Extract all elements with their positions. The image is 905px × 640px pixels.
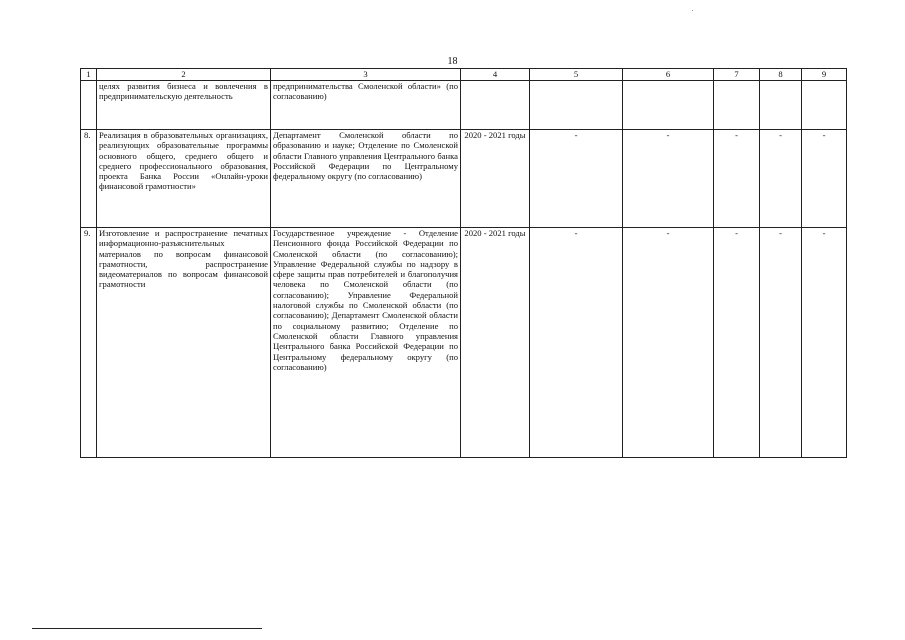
value-cell: - xyxy=(714,228,760,458)
action-plan-table xyxy=(80,68,847,458)
column-number: 9 xyxy=(802,69,847,81)
value-cell: - xyxy=(802,228,847,458)
value-cell: - xyxy=(802,130,847,228)
scan-speck xyxy=(692,10,693,11)
page-number: 18 xyxy=(447,56,458,67)
column-number: 2 xyxy=(97,69,271,81)
row-number: 9. xyxy=(81,228,97,458)
table-row xyxy=(81,81,847,130)
value-cell: - xyxy=(714,130,760,228)
value-cell xyxy=(802,81,847,130)
value-cell xyxy=(530,81,623,130)
value-cell xyxy=(714,81,760,130)
column-number-row xyxy=(81,69,847,81)
value-cell: - xyxy=(760,130,802,228)
executors-cell: Государственное учреждение - Отделение Пенсионного фонда Российской Федерации по Смоленской области (по согласованию); Управление Федеральной службы по надзору в сфере защиты прав потребителей и благополучия человека по Смоленской области (по согласованию); Управление Федеральной налоговой службы по Смоленской области (по согласованию); Департамент Смоленской области по социальному развитию; Отделение по Смоленской области Главного управления Центрального банка Российской Федерации по Центральному федеральному округу (по согласованию) xyxy=(271,228,461,458)
period-cell: 2020 - 2021 годы xyxy=(461,228,530,458)
value-cell: - xyxy=(530,228,623,458)
value-cell: - xyxy=(623,130,714,228)
row-number xyxy=(81,81,97,130)
activity-cell: целях развития бизнеса и вовлечения в предпринимательскую деятельность xyxy=(97,81,271,130)
period-cell: 2020 - 2021 годы xyxy=(461,130,530,228)
column-number: 1 xyxy=(81,69,97,81)
row-number: 8. xyxy=(81,130,97,228)
column-number: 5 xyxy=(530,69,623,81)
column-number: 8 xyxy=(760,69,802,81)
executors-cell: предпринимательства Смоленской области» (по согласованию) xyxy=(271,81,461,130)
column-number: 6 xyxy=(623,69,714,81)
activity-cell: Изготовление и распространение печатных информационно-разъяснительных материалов по вопросам финансовой грамотности, распространение видеоматериалов по вопросам финансовой грамотности xyxy=(97,228,271,458)
value-cell: - xyxy=(530,130,623,228)
activity-cell: Реализация в образовательных организациях, реализующих образовательные программы основного общего, среднего общего и среднего профессионального образования, проекта Банка России «Онлайн-уроки финансовой грамотности» xyxy=(97,130,271,228)
table-row xyxy=(81,130,847,228)
column-number: 3 xyxy=(271,69,461,81)
column-number: 7 xyxy=(714,69,760,81)
table-row xyxy=(81,228,847,458)
executors-cell: Департамент Смоленской области по образованию и науке; Отделение по Смоленской области Главного управления Центрального банка Российской Федерации по Центральному федеральному округу (по согласованию) xyxy=(271,130,461,228)
value-cell: - xyxy=(760,228,802,458)
column-number: 4 xyxy=(461,69,530,81)
value-cell xyxy=(623,81,714,130)
footnote-divider xyxy=(32,628,262,629)
value-cell: - xyxy=(623,228,714,458)
value-cell xyxy=(760,81,802,130)
period-cell xyxy=(461,81,530,130)
